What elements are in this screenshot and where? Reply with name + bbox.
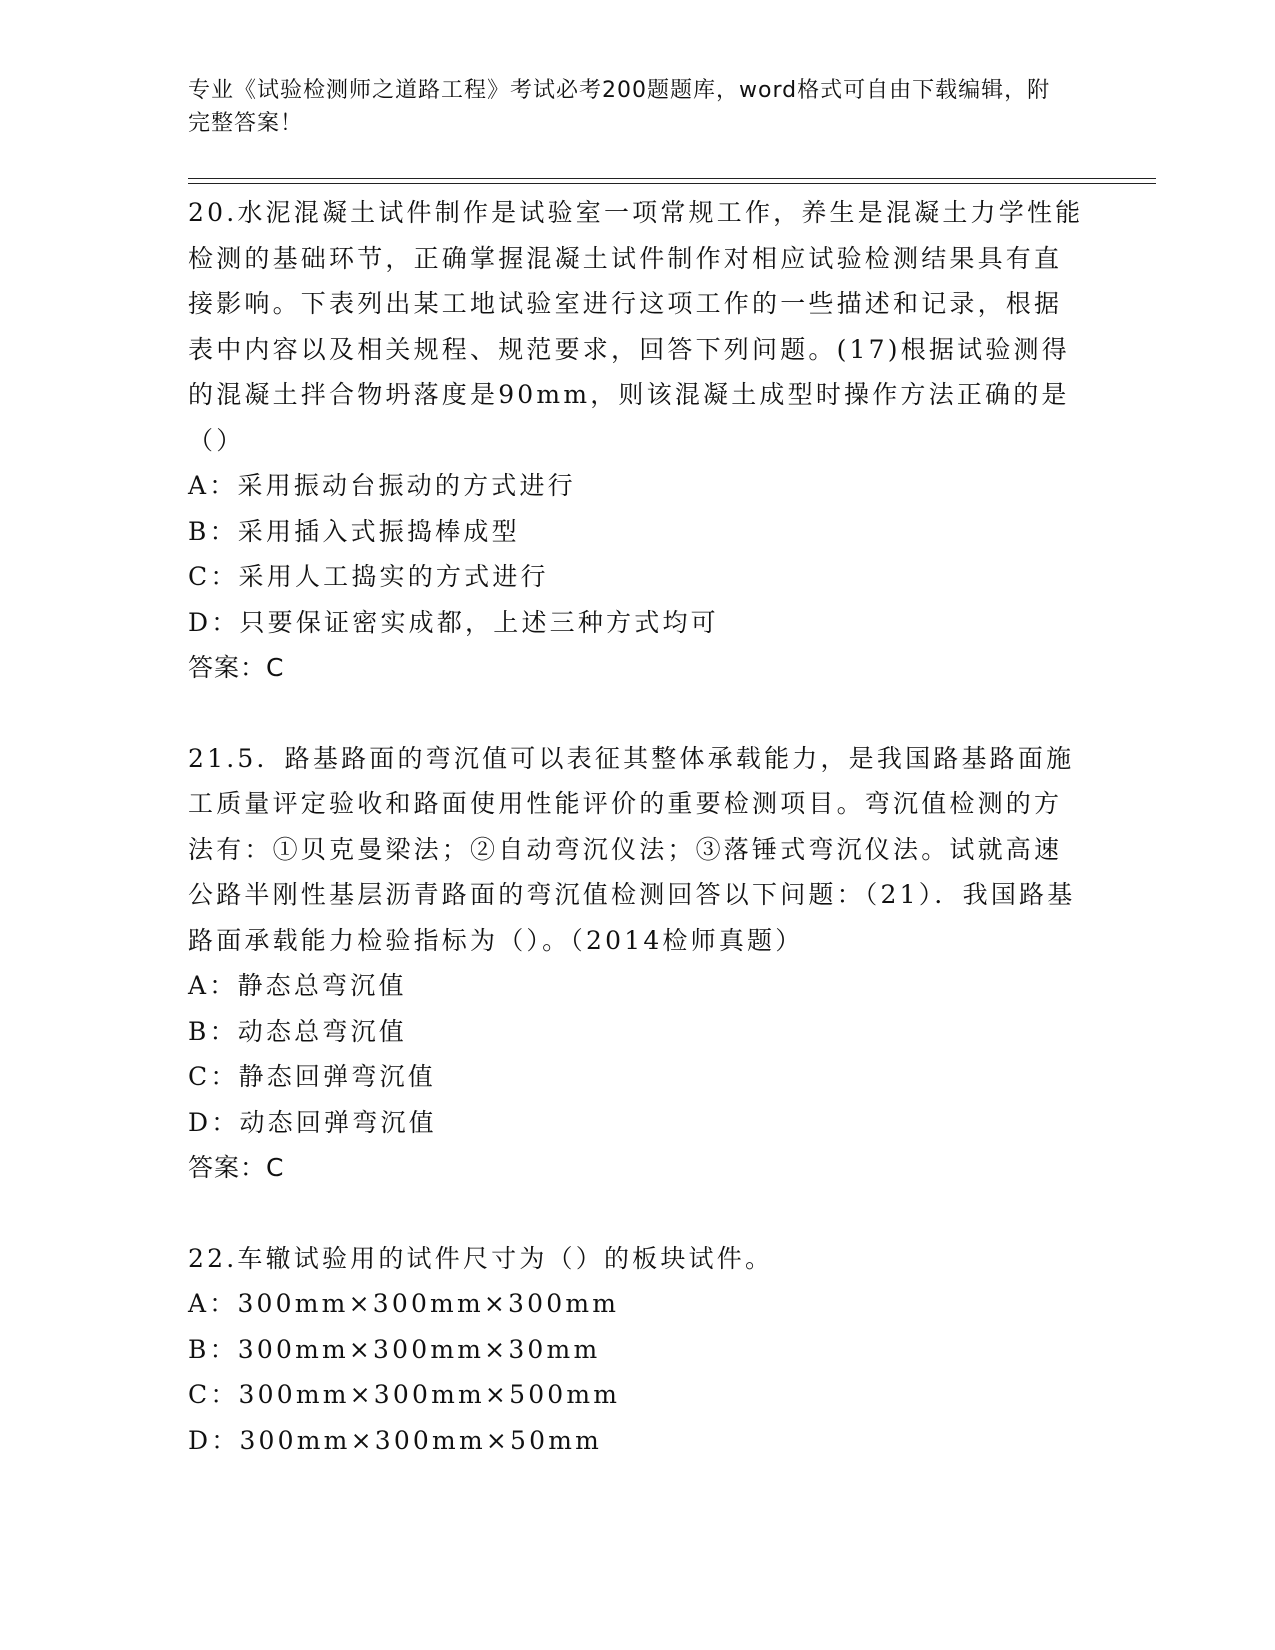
answer-line: 答案：C: [188, 1153, 285, 1182]
question-stem: 20.水泥混凝土试件制作是试验室一项常规工作，养生是混凝土力学性能检测的基础环节，正确掌握混凝土试件制作对相应试验检测结果具有直接影响。下表列出某工地试验室进行这项工作的一些描述和记录，根据表中内容以及相关规程、规范要求，回答下列问题。(17)根据试验测得的混凝土拌合物坍落度是90mm，则该混凝土成型时操作方法正确的是（）: [188, 198, 1084, 455]
question-22: [188, 1236, 1088, 1464]
document-header: 专业《试验检测师之道路工程》考试必考200题题库，word格式可自由下载编辑，附完整答案！: [188, 78, 1051, 136]
option-d: D：只要保证密实成都，上述三种方式均可: [188, 607, 719, 637]
answer-line: 答案：C: [188, 653, 285, 682]
option-c: C：300mm×300mm×500mm: [188, 1380, 621, 1409]
option-b: B：动态总弯沉值: [188, 1016, 407, 1046]
question-20: [188, 190, 1088, 691]
header-divider-top: [188, 178, 1156, 179]
option-b: B：300mm×300mm×30mm: [188, 1334, 601, 1364]
question-spacer: [188, 1191, 1088, 1236]
option-a: A：300mm×300mm×300mm: [188, 1289, 620, 1318]
question-spacer: [188, 691, 1088, 736]
option-d: D：动态回弹弯沉值: [188, 1107, 437, 1137]
question-stem: 22.车辙试验用的试件尺寸为（）的板块试件。: [188, 1243, 774, 1273]
option-c: C：采用人工捣实的方式进行: [188, 562, 549, 591]
option-b: B：采用插入式振捣棒成型: [188, 516, 520, 546]
option-a: A：采用振动台振动的方式进行: [188, 471, 576, 500]
header-divider-bottom: [188, 183, 1156, 184]
option-c: C：静态回弹弯沉值: [188, 1062, 436, 1091]
question-list: [188, 190, 1088, 1463]
question-stem: 21.5．路基路面的弯沉值可以表征其整体承载能力，是我国路基路面施工质量评定验收和路面使用性能评价的重要检测项目。弯沉值检测的方法有：①贝克曼梁法；②自动弯沉仪法；③落锤式弯沉仪法。试就高速公路半刚性基层沥青路面的弯沉值检测回答以下问题：（21）．我国路基路面承载能力检验指标为（）。（2014检师真题）: [188, 743, 1076, 955]
option-d: D：300mm×300mm×50mm: [188, 1425, 603, 1455]
option-a: A：静态总弯沉值: [188, 971, 407, 1000]
question-21: [188, 736, 1088, 1191]
